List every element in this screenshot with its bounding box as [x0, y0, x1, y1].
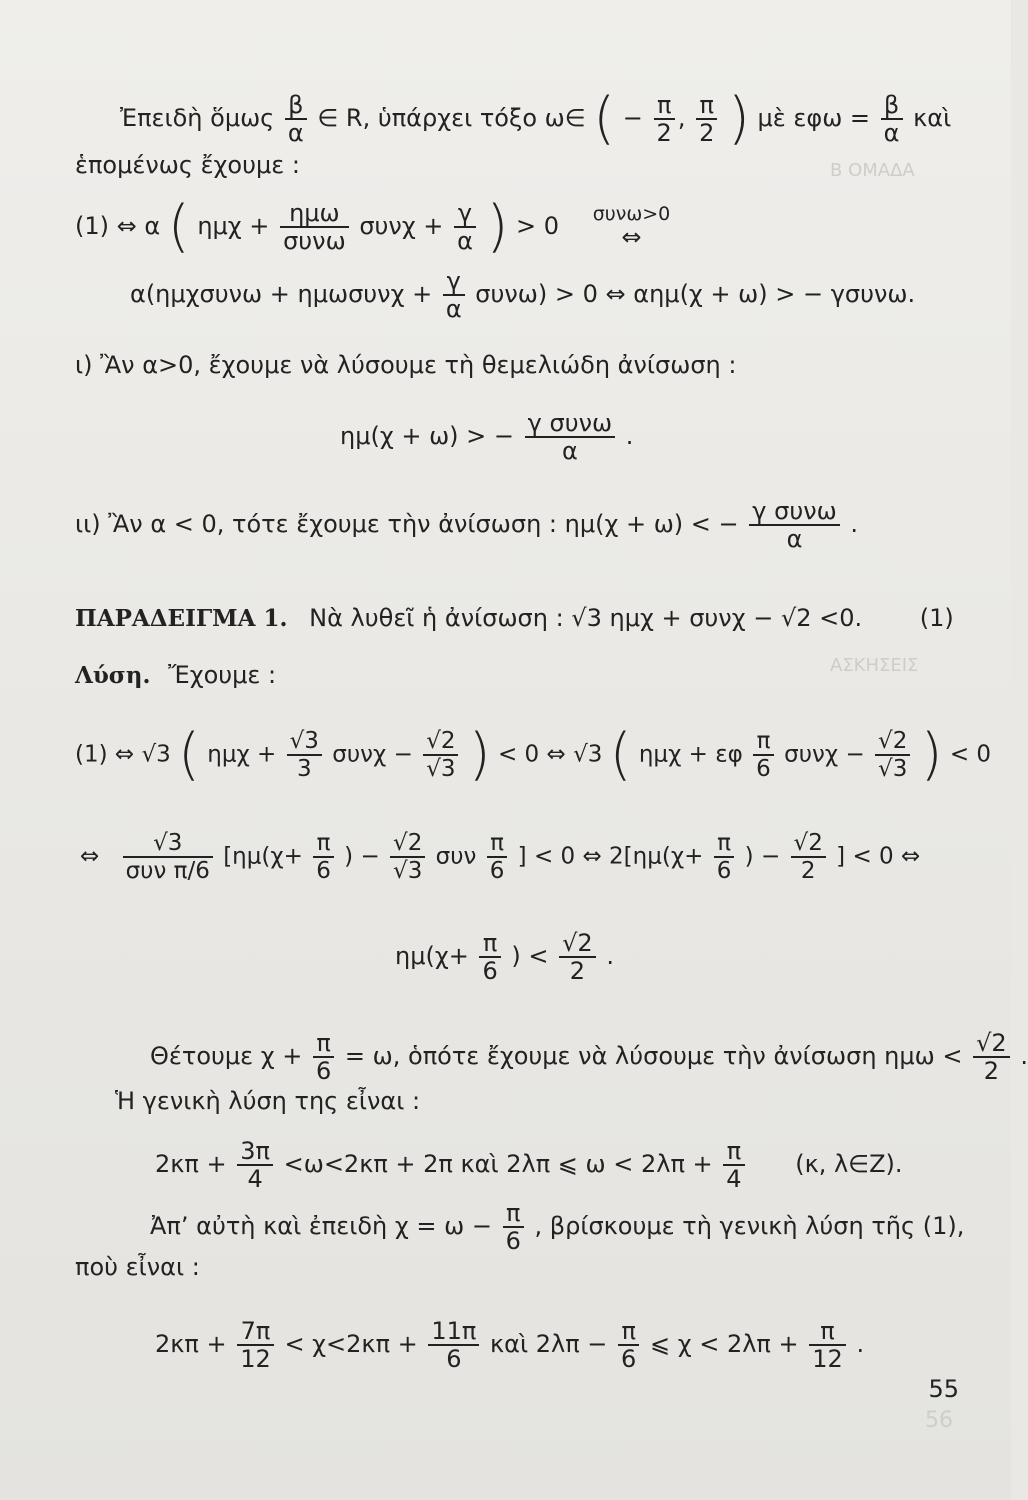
text: καὶ 2λπ − [490, 1330, 608, 1358]
fraction [390, 830, 425, 884]
denominator: 2 [699, 119, 715, 147]
right-paren: ) [920, 722, 943, 787]
denominator: α [883, 119, 900, 147]
denominator: 6 [716, 858, 732, 884]
text: συνχ + [359, 212, 444, 240]
solution-text: Ἔχουμε : [168, 661, 277, 689]
example-label: (1) [919, 604, 954, 632]
text: . [1020, 1042, 1028, 1070]
denominator: 6 [621, 1345, 637, 1373]
right-paren: ) [728, 86, 750, 151]
text: ⇔ [80, 843, 100, 870]
fraction [809, 1318, 846, 1372]
arrow: ⇔ [621, 223, 642, 251]
numerator: π [654, 92, 675, 120]
fraction [618, 1318, 639, 1372]
numerator: 7π [237, 1318, 274, 1346]
text: < χ<2κπ + [284, 1330, 418, 1358]
example-title: ΠΑΡΑΔΕΙΓΜΑ 1. [75, 605, 288, 632]
text: ] < 0 ⇔ [836, 843, 921, 870]
fraction [791, 830, 826, 884]
text: . [606, 942, 614, 970]
line-11 [80, 830, 920, 884]
text: Ἐπειδὴ ὅμως [120, 104, 275, 132]
denominator: α [287, 119, 304, 147]
denominator: 6 [446, 1345, 462, 1373]
text: > 0 [516, 212, 560, 240]
line-16 [150, 1200, 964, 1254]
fraction [287, 728, 322, 782]
denominator: √3 [878, 756, 908, 782]
fraction [749, 498, 839, 552]
right-paren: ) [468, 722, 491, 787]
denominator: α [561, 437, 578, 465]
fraction [753, 728, 774, 782]
denominator: 6 [316, 858, 331, 884]
fraction [525, 410, 615, 464]
numerator: π [753, 728, 774, 756]
page-number: 55 [928, 1375, 959, 1403]
fraction [559, 930, 596, 984]
fraction [696, 92, 717, 146]
text: < 0 [949, 741, 992, 768]
text: <ω<2κπ + 2π καὶ 2λπ ⩽ ω < 2λπ + [283, 1150, 713, 1178]
numerator: π [313, 1030, 334, 1058]
fraction [454, 200, 476, 254]
denominator: α [786, 525, 803, 553]
denominator: συν π/6 [125, 858, 210, 884]
denominator: 6 [756, 756, 771, 782]
denominator: α [445, 295, 462, 323]
fraction [443, 268, 465, 322]
text: συνχ − [784, 741, 865, 768]
fraction [487, 830, 508, 884]
fraction [973, 1030, 1010, 1084]
text: (κ, λ∈Z). [795, 1150, 903, 1178]
line-2: ἑπομένως ἔχουμε : [75, 151, 300, 179]
denominator: 6 [482, 957, 498, 985]
denominator: 2 [656, 119, 672, 147]
numerator: √2 [390, 830, 425, 858]
fraction [881, 92, 903, 146]
fraction [123, 830, 213, 884]
denominator: √3 [426, 756, 456, 782]
denominator: 2 [800, 858, 816, 884]
text: < 0 ⇔ √3 [497, 741, 603, 768]
example-text: Νὰ λυθεῖ ἡ ἀνίσωση : √3 ημχ + συνχ − √2 <0. [309, 604, 863, 632]
text: συνχ − [332, 741, 413, 768]
numerator: π [618, 1318, 639, 1346]
text: ) − [344, 843, 380, 870]
text: . [625, 422, 634, 450]
text: α(ημχσυνω + ημωσυνχ + [130, 280, 433, 308]
line-4 [130, 268, 915, 322]
numerator: √3 [287, 728, 322, 756]
numerator: √3 [123, 830, 213, 858]
denominator: 4 [247, 1165, 263, 1193]
denominator: 2 [983, 1057, 1000, 1085]
fraction [313, 830, 334, 884]
minus: − [622, 104, 643, 132]
left-paren: ( [178, 722, 200, 787]
line-1: Ἐπειδὴ ὅμως $\frac{\beta}{\alpha}$ ∈ R, ὑπάρχει τόξο ω∈ ( − $\frac{\pi}{2}$ , $\frac{\pi}{2}$ ) μὲ εφω = $\frac{\beta}{\alpha}$ καὶ [120, 86, 952, 151]
text: ημχ + [197, 212, 270, 240]
line-13 [150, 1030, 1028, 1084]
numerator: 3π [237, 1138, 273, 1166]
numerator: π [487, 830, 508, 858]
fraction [503, 1200, 524, 1254]
fraction [714, 830, 735, 884]
text: 2κπ + [155, 1330, 227, 1358]
fraction [423, 728, 458, 782]
numerator: γ συνω [749, 498, 839, 526]
numerator: π [503, 1200, 524, 1228]
numerator: γ συνω [525, 410, 615, 438]
line-6 [340, 410, 633, 464]
numerator: π [313, 830, 334, 858]
numerator: √2 [423, 728, 458, 756]
text: μὲ εφω = [757, 104, 871, 132]
text: συν [435, 843, 477, 870]
numerator: π [809, 1318, 846, 1346]
text: ] < 0 ⇔ 2[ημ(χ+ [517, 843, 704, 870]
line-3 [75, 194, 671, 259]
text: ) < [511, 942, 549, 970]
text: . [856, 1330, 865, 1358]
text: καὶ [913, 104, 952, 132]
text: ημχ + [207, 741, 277, 768]
text: (1) ⇔ √3 [75, 741, 171, 768]
numerator: γ [454, 200, 476, 228]
fraction [285, 92, 307, 146]
numerator: √2 [973, 1030, 1010, 1058]
numerator: π [723, 1138, 744, 1166]
text: ημχ + εφ [638, 741, 743, 768]
numerator: γ [443, 268, 465, 296]
numerator: β [285, 92, 307, 120]
fraction [237, 1318, 274, 1372]
denominator: 2 [569, 957, 586, 985]
ghost-heading-1: Β ΟΜΑΔΑ [830, 160, 915, 181]
numerator: ημω [280, 200, 349, 228]
text: ⩽ χ < 2λπ + [649, 1330, 799, 1358]
fraction [280, 200, 349, 254]
line-12 [395, 930, 614, 984]
ghost-heading-2: ΑΣΚΗΣΕΙΣ [830, 655, 919, 676]
text: , βρίσκουμε τὴ γενικὴ λύση τῆς (1), [534, 1212, 965, 1240]
text: συνω) > 0 ⇔ αημ(χ + ω) > − γσυνω. [475, 280, 916, 308]
text: ημ(χ+ [395, 942, 469, 970]
text: [ημ(χ+ [223, 843, 303, 870]
fraction [428, 1318, 479, 1372]
fraction [723, 1138, 744, 1192]
text: = ω, ὁπότε ἔχουμε νὰ λύσουμε τὴν ἀνίσωση ημω < [344, 1042, 963, 1070]
solution-title: Λύση. [75, 662, 151, 689]
line-17: ποὺ εἶναι : [75, 1253, 200, 1281]
solution-line [75, 660, 276, 691]
text: ιι) Ἂν α < 0, τότε ἔχουμε τὴν ἀνίσωση : ημ(χ + ω) < − [75, 510, 739, 538]
denominator: συνω [283, 227, 346, 255]
denominator: 6 [505, 1227, 521, 1255]
text: (1) ⇔ α [75, 212, 161, 240]
denominator: 12 [812, 1345, 843, 1373]
condition: συνω>0 [592, 203, 671, 225]
denominator: 4 [726, 1165, 742, 1193]
numerator: π [696, 92, 717, 120]
fraction [875, 728, 910, 782]
fraction [237, 1138, 273, 1192]
text: Θέτουμε χ + [150, 1042, 303, 1070]
line-14: Ἡ γενικὴ λύση της εἶναι : [115, 1087, 421, 1115]
numerator: β [881, 92, 903, 120]
denominator: α [457, 227, 473, 255]
text: 2κπ + [155, 1150, 227, 1178]
numerator: √2 [559, 930, 596, 958]
line-7 [75, 498, 858, 552]
line-18 [155, 1318, 864, 1372]
fraction [654, 92, 675, 146]
denominator: 6 [316, 1057, 332, 1085]
denominator: 3 [296, 756, 312, 782]
text: ημ(χ + ω) > − [340, 422, 515, 450]
numerator: π [479, 930, 500, 958]
fraction [479, 930, 500, 984]
text: . [850, 510, 858, 538]
line-10 [75, 722, 992, 787]
left-paren: ( [609, 722, 632, 787]
right-paren: ) [486, 194, 509, 259]
condition-arrow [593, 204, 671, 250]
ghost-page-number: 56 [925, 1408, 953, 1433]
text: ) − [744, 843, 781, 870]
numerator: √2 [791, 830, 826, 858]
left-paren: ( [167, 194, 190, 259]
numerator: 11π [428, 1318, 479, 1346]
denominator: 12 [240, 1345, 271, 1373]
left-paren: ( [593, 86, 616, 151]
text: ∈ R, ὑπάρχει τόξο ω∈ [317, 104, 586, 132]
numerator: π [714, 830, 735, 858]
numerator: √2 [875, 728, 910, 756]
denominator: 6 [489, 858, 505, 884]
denominator: √3 [393, 858, 423, 884]
fraction [313, 1030, 334, 1084]
line-5: ι) Ἂν α>0, ἔχουμε νὰ λύσουμε τὴ θεμελιώδη ἀνίσωση : [75, 351, 737, 379]
example-line [75, 603, 954, 634]
line-15 [155, 1138, 903, 1192]
text: Ἀπ’ αὐτὴ καὶ ἐπειδὴ χ = ω − [150, 1212, 492, 1240]
